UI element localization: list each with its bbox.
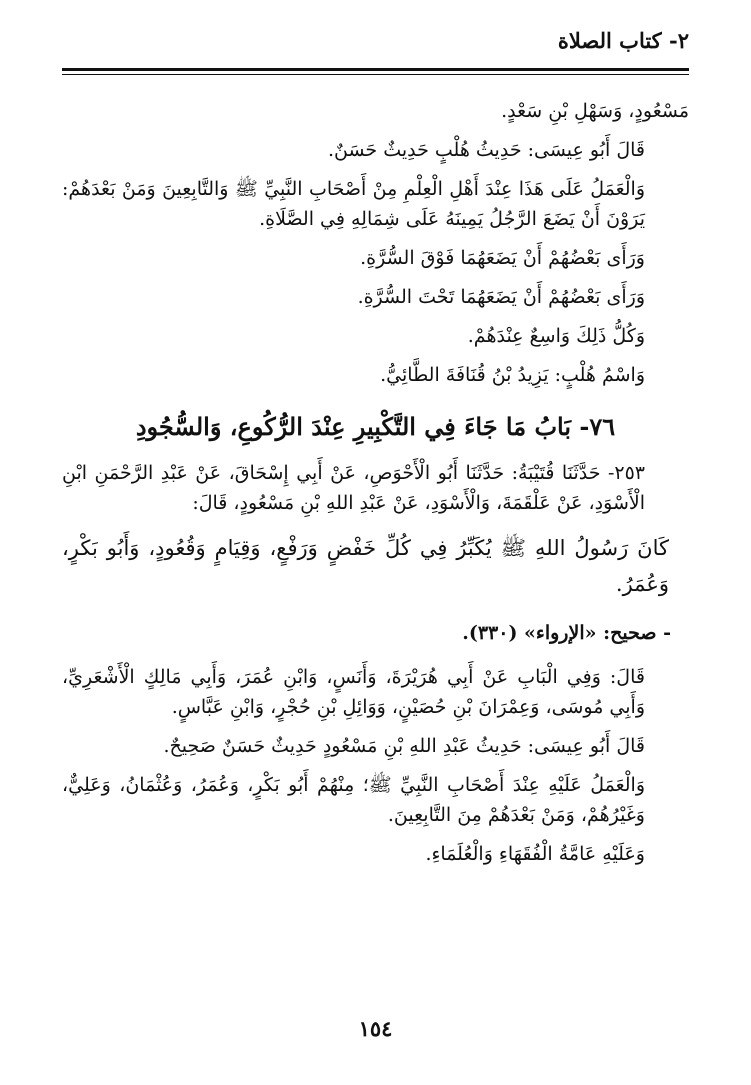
- related-narrations-note: قَالَ: وَفِي الْبَابِ عَنْ أَبِي هُرَيْرَةَ، وَأَنَسٍ، وَابْنِ عُمَرَ، وَأَبِي مَالِكٍ الْأَشْعَرِيِّ، وَأَبِي مُوسَى، وَعِمْرَانَ بْنِ حُصَيْنٍ، وَوَائِلِ بْنِ حُجْرٍ، وَابْنِ عَبَّاسٍ.: [62, 666, 645, 718]
- all-permissible-note: وَكُلُّ ذَلِكَ وَاسِعٌ عِنْدَهُمْ.: [467, 325, 645, 347]
- header-rule-thick: [62, 68, 689, 71]
- hadith-matn: كَانَ رَسُولُ اللهِ ﷺ يُكَبِّرُ فِي كُلِّ خَفْضٍ وَرَفْعٍ، وَقِيَامٍ وَقُعُودٍ، وَأَبُو بَكْرٍ، وَعُمَرُ.: [62, 536, 669, 596]
- chapter-heading: ٧٦- بَابُ مَا جَاءَ فِي التَّكْبِيرِ عِنْدَ الرُّكُوعِ، وَالسُّجُودِ: [135, 412, 616, 441]
- companions-practice-paragraph: وَالْعَمَلُ عَلَيْهِ عِنْدَ أَصْحَابِ النَّبِيِّ ﷺ؛ مِنْهُمْ أَبُو بَكْرٍ، وَعُمَرُ، وَعُثْمَانُ، وَعَلِيٌّ، وَغَيْرُهُمْ، وَمَنْ بَعْدَهُمْ مِنَ التَّابِعِينَ.: [62, 774, 645, 826]
- jurists-agreement-note: وَعَلَيْهِ عَامَّةُ الْفُقَهَاءِ وَالْعُلَمَاءِ.: [425, 843, 645, 865]
- narrator-name-note: وَاسْمُ هُلْبٍ: يَزِيدُ بْنُ قُنَافَةَ الطَّائِيُّ.: [380, 364, 645, 386]
- scholars-practice-paragraph: وَالْعَمَلُ عَلَى هَذَا عِنْدَ أَهْلِ الْعِلْمِ مِنْ أَصْحَابِ النَّبِيِّ ﷺ وَالتَّابِعِينَ وَمَنْ بَعْدَهُمْ: يَرَوْنَ أَنْ يَضَعَ الرَّجُلُ يَمِينَهُ عَلَى شِمَالِهِ فِي الصَّلَاةِ.: [62, 178, 645, 230]
- hadith-isnad: ٢٥٣- حَدَّثَنَا قُتَيْبَةُ: حَدَّثَنَا أَبُو الْأَحْوَصِ، عَنْ أَبِي إِسْحَاقَ، عَنْ عَبْدِ الرَّحْمَنِ ابْنِ الْأَسْوَدِ، عَنْ عَلْقَمَةَ، وَالْأَسْوَدِ، عَنْ عَبْدِ اللهِ بْنِ مَسْعُودٍ، قَالَ:: [62, 462, 645, 514]
- opinion-above-navel: وَرَأَى بَعْضُهُمْ أَنْ يَضَعَهُمَا فَوْقَ السُّرَّةِ.: [360, 247, 645, 269]
- page-body: [62, 96, 689, 878]
- abu-isa-ruling: قَالَ أَبُو عِيسَى: حَدِيثُ عَبْدِ اللهِ بْنِ مَسْعُودٍ حَدِيثٌ حَسَنٌ صَحِيحٌ.: [163, 735, 645, 757]
- running-head-title: ٢- كتاب الصلاة: [557, 28, 689, 53]
- hadith-grading: - صحيح: «الإرواء» (٣٣٠).: [462, 622, 671, 644]
- page-number: ١٥٤: [358, 1016, 393, 1041]
- abu-isa-ruling-hulb: قَالَ أَبُو عِيسَى: حَدِيثُ هُلْبٍ حَدِيثٌ حَسَنٌ.: [327, 139, 645, 161]
- opinion-below-navel: وَرَأَى بَعْضُهُمْ أَنْ يَضَعَهُمَا تَحْتَ السُّرَّةِ.: [357, 286, 645, 308]
- previous-section-continuation: مَسْعُودٍ، وَسَهْلِ بْنِ سَعْدٍ.: [501, 100, 689, 122]
- header-rule-thin: [62, 74, 689, 75]
